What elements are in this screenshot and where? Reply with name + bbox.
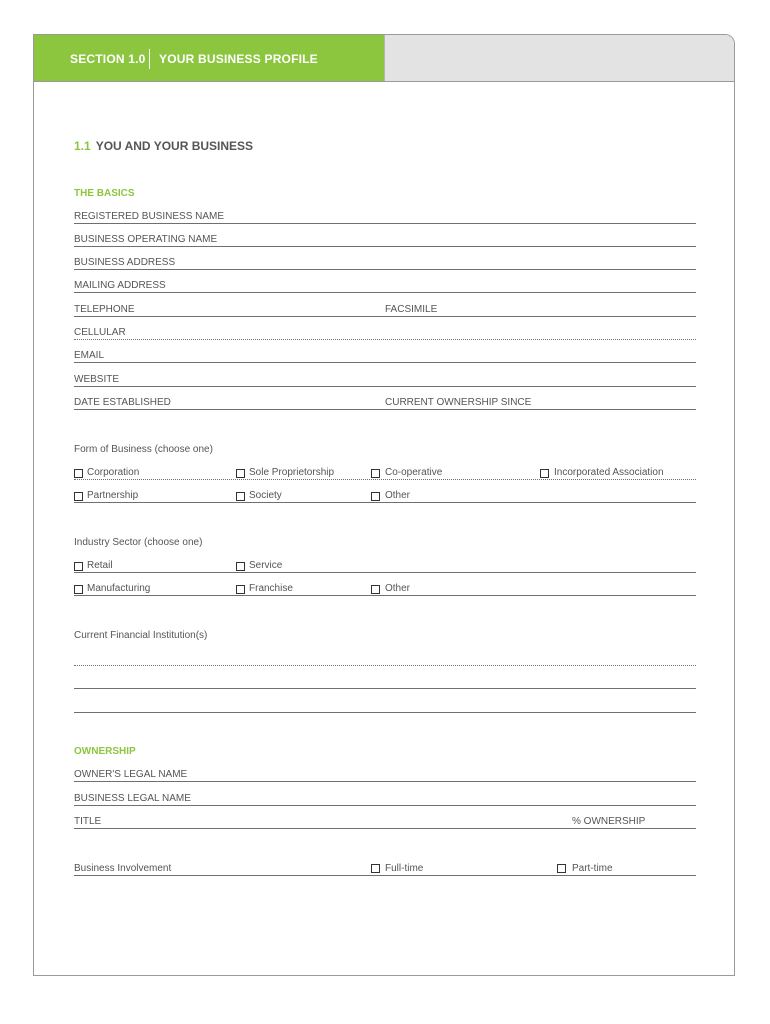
header-divider: [34, 81, 734, 82]
business-address-label: BUSINESS ADDRESS: [74, 257, 176, 268]
header-separator: [149, 49, 150, 69]
business-legal-name-label: BUSINESS LEGAL NAME: [74, 793, 191, 804]
title-ownership-field[interactable]: [74, 818, 696, 829]
sole-proprietorship-label: Sole Proprietorship: [249, 467, 335, 478]
form-row-2-underline[interactable]: [74, 492, 696, 503]
society-label: Society: [249, 490, 282, 501]
owner-legal-name-field[interactable]: [74, 771, 696, 782]
form-other-label: Other: [385, 490, 411, 501]
section-number: SECTION 1.0: [70, 52, 146, 66]
email-label: EMAIL: [74, 350, 105, 361]
form-page: [33, 34, 735, 976]
section-header-tab: [384, 35, 734, 81]
financial-institution-label: Current Financial Institution(s): [74, 630, 208, 641]
website-label: WEBSITE: [74, 374, 120, 385]
business-legal-name-field[interactable]: [74, 795, 696, 806]
registered-name-label: REGISTERED BUSINESS NAME: [74, 211, 225, 222]
heading-number: 1.1: [74, 139, 91, 153]
part-time-label: Part-time: [572, 863, 613, 874]
retail-label: Retail: [87, 560, 113, 571]
form-of-business-label: Form of Business (choose one): [74, 444, 213, 455]
financial-line-2[interactable]: [74, 678, 696, 689]
cellular-label: CELLULAR: [74, 327, 126, 338]
involvement-underline: [74, 865, 696, 876]
cellular-field[interactable]: [74, 329, 696, 340]
date-established-label: DATE ESTABLISHED: [74, 397, 171, 408]
page-title: [74, 139, 253, 153]
business-involvement-label: Business Involvement: [74, 863, 172, 874]
operating-name-field[interactable]: [74, 236, 696, 247]
registered-name-field[interactable]: [74, 213, 696, 224]
facsimile-label: FACSIMILE: [385, 304, 438, 315]
partnership-label: Partnership: [87, 490, 139, 501]
incorporated-association-label: Incorporated Association: [554, 467, 664, 478]
title-label: TITLE: [74, 816, 102, 827]
basics-title: THE BASICS: [74, 188, 135, 199]
financial-line-3[interactable]: [74, 702, 696, 713]
heading-text: YOU AND YOUR BUSINESS: [95, 139, 254, 153]
service-label: Service: [249, 560, 283, 571]
industry-other-label: Other: [385, 583, 411, 594]
mailing-address-label: MAILING ADDRESS: [74, 280, 166, 291]
website-field[interactable]: [74, 376, 696, 387]
section-title: YOUR BUSINESS PROFILE: [159, 52, 318, 66]
ownership-since-label: CURRENT OWNERSHIP SINCE: [385, 397, 532, 408]
industry-sector-label: Industry Sector (choose one): [74, 537, 203, 548]
manufacturing-label: Manufacturing: [87, 583, 151, 594]
ownership-title: OWNERSHIP: [74, 746, 136, 757]
owner-legal-name-label: OWNER'S LEGAL NAME: [74, 769, 188, 780]
franchise-label: Franchise: [249, 583, 293, 594]
industry-row-1-underline: [74, 562, 696, 573]
form-row-1-underline: [74, 469, 696, 480]
industry-row-2-underline[interactable]: [74, 585, 696, 596]
telephone-label: TELEPHONE: [74, 304, 135, 315]
corporation-label: Corporation: [87, 467, 140, 478]
telephone-fax-field[interactable]: [74, 306, 696, 317]
business-address-field[interactable]: [74, 259, 696, 270]
dates-field[interactable]: [74, 399, 696, 410]
financial-line-1[interactable]: [74, 655, 696, 666]
full-time-label: Full-time: [385, 863, 424, 874]
mailing-address-field[interactable]: [74, 282, 696, 293]
email-field[interactable]: [74, 352, 696, 363]
operating-name-label: BUSINESS OPERATING NAME: [74, 234, 218, 245]
co-operative-label: Co-operative: [385, 467, 443, 478]
percent-ownership-label: % OWNERSHIP: [572, 816, 646, 827]
